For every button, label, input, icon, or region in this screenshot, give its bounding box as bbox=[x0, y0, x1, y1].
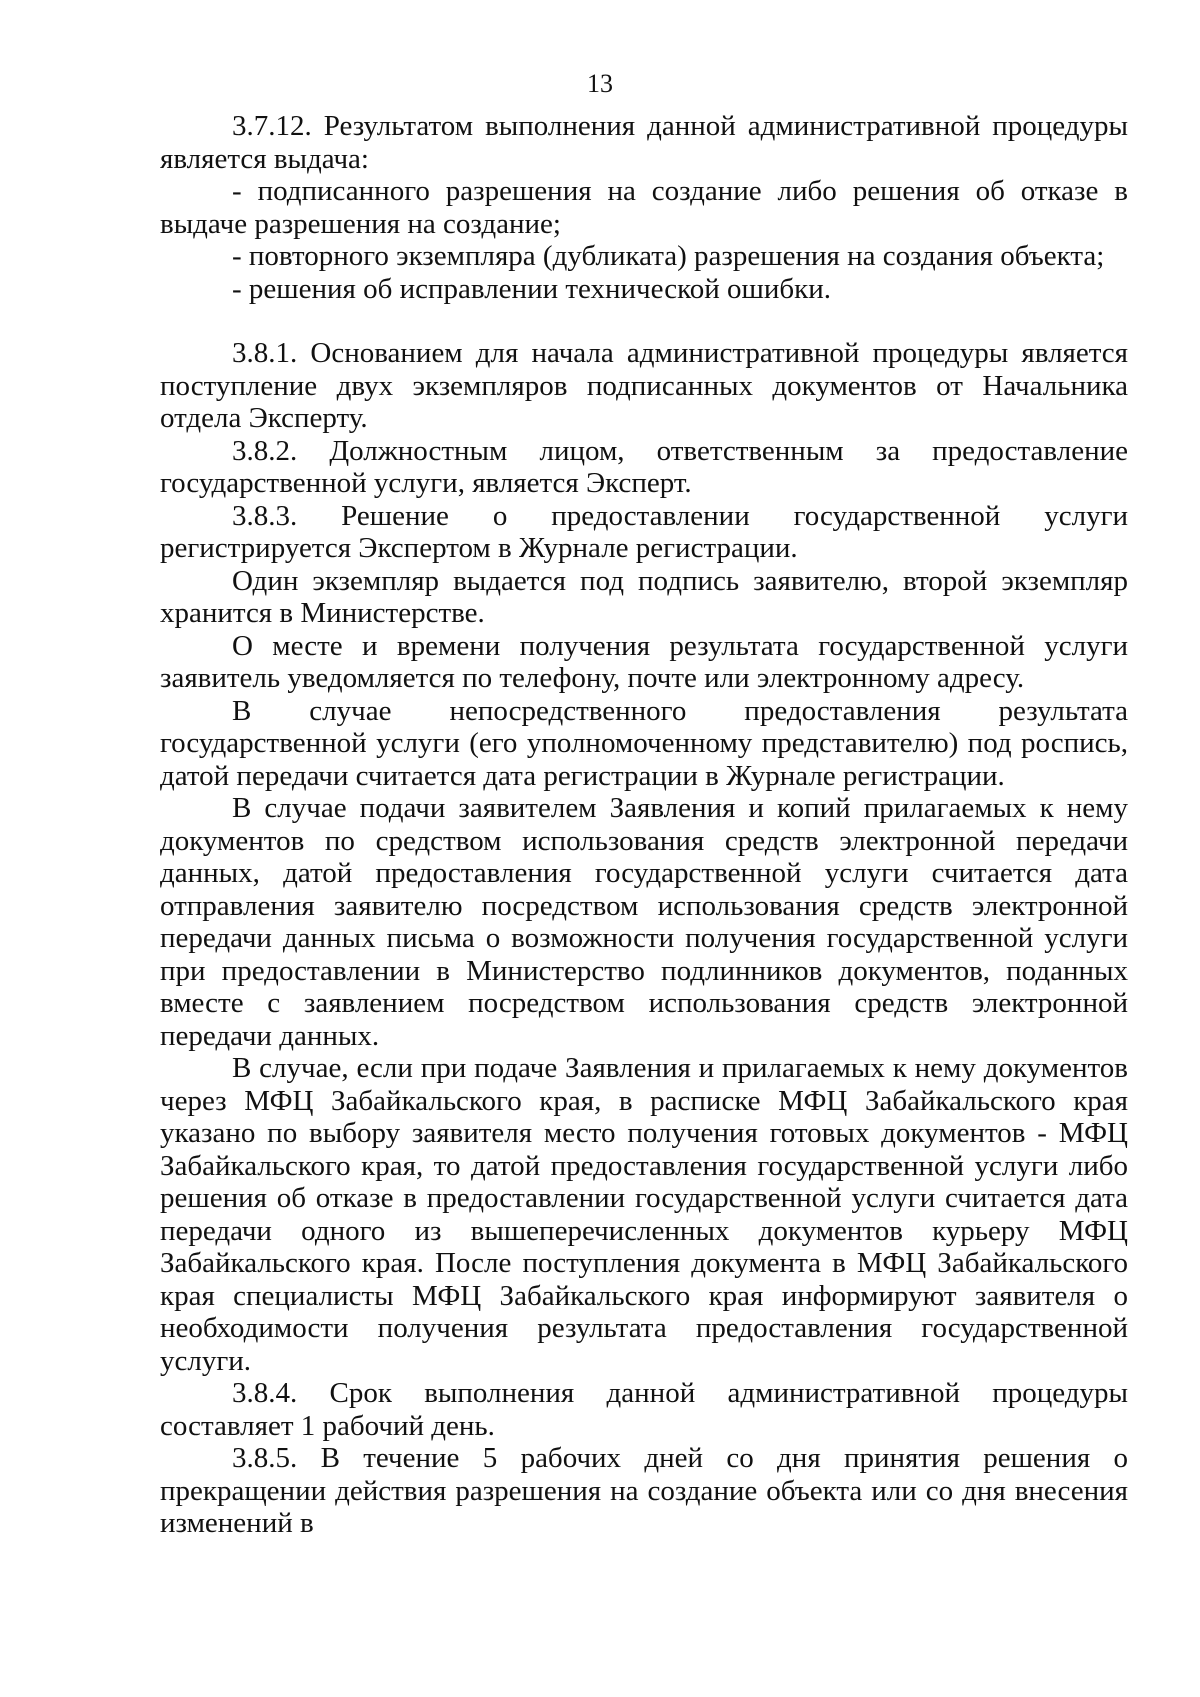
paragraph-3-7-12: 3.7.12. Результатом выполнения данной административной процедуры является выдача: bbox=[160, 110, 1128, 175]
paragraph-3-8-2: 3.8.2. Должностным лицом, ответственным за предоставление государственной услуги, является Эксперт. bbox=[160, 434, 1128, 499]
list-item-duplicate-permit: - повторного экземпляра (дубликата) разрешения на создания объекта; bbox=[232, 240, 1105, 272]
paragraph-mfc-delivery: В случае, если при подаче Заявления и прилагаемых к нему документов через МФЦ Забайкальского края, в расписке МФЦ Забайкальского края указано по выбору заявителя место получения готовых документов - МФЦ Забайкальского края, то датой предоставления государственной услуги либо решения об отказе в предоставлении государственной услуги считается дата передачи одного из вышеперечисленных документов курьеру МФЦ Забайкальского края. После поступления документа в МФЦ Забайкальского края специалисты МФЦ Забайкальского края информируют заявителя о необходимости получения результата предоставления государственной услуги. bbox=[160, 1052, 1128, 1377]
paragraph-3-8-5: 3.8.5. В течение 5 рабочих дней со дня принятия решения о прекращении действия разрешения на создание объекта или со дня внесения изменений в bbox=[160, 1442, 1128, 1539]
paragraph-direct-delivery: В случае непосредственного предоставления результата государственной услуги (его уполномоченному представителю) под роспись, датой передачи считается дата регистрации в Журнале регистрации. bbox=[160, 694, 1128, 792]
paragraph-electronic-submission: В случае подачи заявителем Заявления и копий прилагаемых к нему документов по средством использования средств электронной передачи данных, датой предоставления государственной услуги считается дата отправления заявителю посредством использования средств электронной передачи данных письма о возможности получения государственной услуги при предоставлении в Министерство подлинников документов, поданных вместе с заявлением посредством использования средств электронной передачи данных. bbox=[160, 792, 1128, 1052]
paragraph-3-8-3: 3.8.3. Решение о предоставлении государственной услуги регистрируется Экспертом в Журнале регистрации. bbox=[160, 499, 1128, 564]
paragraph-3-8-1: 3.8.1. Основанием для начала административной процедуры является поступление двух экземпляров подписанных документов от Начальника отдела Эксперту. bbox=[160, 337, 1128, 434]
document-body bbox=[160, 110, 1128, 1540]
paragraph-copies: Один экземпляр выдается под подпись заявителю, второй экземпляр хранится в Министерстве. bbox=[160, 564, 1128, 629]
page-number: 13 bbox=[587, 69, 613, 98]
list-item-error-correction: - решения об исправлении технической ошибки. bbox=[232, 272, 831, 305]
list-item-signed-permit: - подписанного разрешения на создание либо решения об отказе в выдаче разрешения на создание; bbox=[160, 175, 1128, 240]
paragraph-3-8-4: 3.8.4. Срок выполнения данной административной процедуры составляет 1 рабочий день. bbox=[160, 1377, 1128, 1442]
paragraph-notification: О месте и времени получения результата государственной услуги заявитель уведомляется по телефону, почте или электронному адресу. bbox=[160, 629, 1128, 694]
